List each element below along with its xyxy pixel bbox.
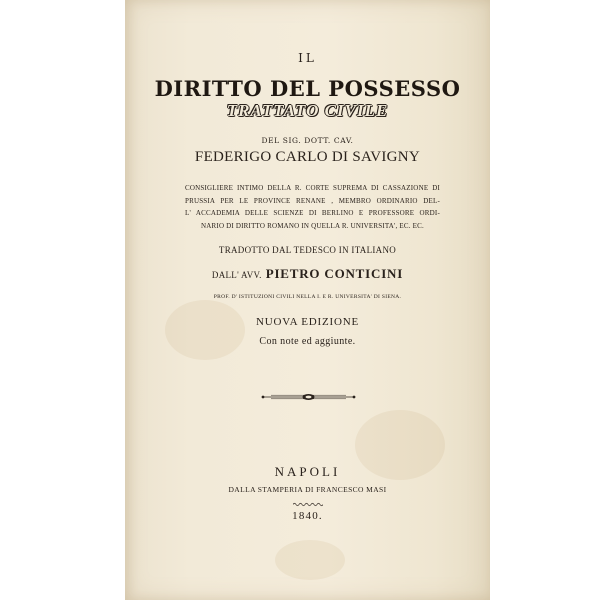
author-description-line: NARIO DI DIRITTO ROMANO IN QUELLA R. UNIVERSITA', EC. EC. bbox=[201, 221, 424, 230]
book-subtitle: TRATTATO CIVILE bbox=[226, 101, 389, 120]
author-description bbox=[185, 182, 440, 232]
translator-prefix: DALL' AVV. bbox=[211, 270, 262, 280]
author-name: FEDERIGO CARLO DI SAVIGNY bbox=[194, 149, 421, 165]
translation-note: TRADOTTO DAL TEDESCO IN ITALIANO bbox=[218, 245, 397, 255]
paper-stain bbox=[275, 540, 345, 580]
publication-city: NAPOLI bbox=[274, 464, 341, 479]
translator-line bbox=[125, 266, 490, 282]
title-article: IL bbox=[298, 51, 317, 65]
ornamental-rule-icon bbox=[261, 392, 356, 402]
author-description-line: PRUSSIA PER LE PROVINCE RENANE , MEMBRO ORDINARIO DEL- bbox=[185, 196, 440, 205]
book-title: DIRITTO DEL POSSESSO bbox=[154, 76, 461, 101]
squiggle-rule-icon bbox=[293, 502, 323, 507]
paper-stain bbox=[165, 300, 245, 360]
printer: DALLA STAMPERIA DI FRANCESCO MASI bbox=[228, 485, 387, 494]
author-prefix: DEL SIG. DOTT. CAV. bbox=[261, 136, 354, 145]
publication-year: 1840. bbox=[292, 510, 323, 522]
title-page bbox=[125, 0, 490, 600]
translator-role: PROF. D' ISTITUZIONI CIVILI NELLA I. E R. UNIVERSITA' DI SIENA. bbox=[213, 294, 402, 300]
edition: NUOVA EDIZIONE bbox=[256, 316, 359, 328]
translator-name: PIETRO CONTICINI bbox=[265, 266, 404, 281]
author-description-line: CONSIGLIERE INTIMO DELLA R. CORTE SUPREMA DI CASSAZIONE DI bbox=[185, 184, 440, 192]
author-description-line: L' ACCADEMIA DELLE SCIENZE DI BERLINO E PROFESSORE ORDI- bbox=[185, 209, 440, 217]
edition-note: Con note ed aggiunte. bbox=[259, 336, 356, 347]
